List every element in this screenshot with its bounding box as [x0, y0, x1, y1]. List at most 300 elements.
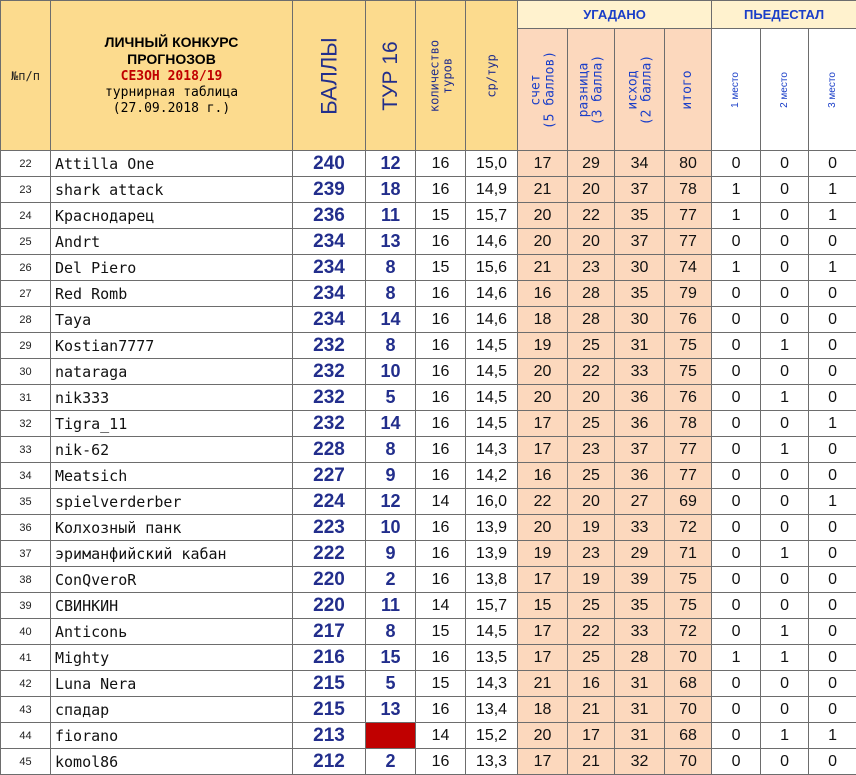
guessed-diff-cell: 29: [568, 151, 615, 177]
place3-cell: 0: [809, 749, 856, 775]
guessed-score-cell: 17: [518, 749, 568, 775]
row-number: 45: [1, 749, 51, 775]
guessed-diff-cell: 28: [568, 281, 615, 307]
place1-cell: 1: [712, 255, 761, 281]
guessed-score-cell: 20: [518, 723, 568, 749]
place3-cell: 1: [809, 203, 856, 229]
guessed-score-cell: 20: [518, 515, 568, 541]
tour-points-cell: 8: [366, 333, 416, 359]
tour-points-cell: 13: [366, 229, 416, 255]
guessed-outcome-cell: 36: [615, 463, 665, 489]
guessed-score-cell: 21: [518, 671, 568, 697]
participant-name: Колхозный панк: [51, 515, 293, 541]
guessed-score-cell: 22: [518, 489, 568, 515]
tour-points-cell: 11: [366, 203, 416, 229]
table-row: [1, 723, 856, 749]
guessed-outcome-cell: 33: [615, 359, 665, 385]
table-row: [1, 593, 856, 619]
header-total-label: итого: [680, 69, 696, 110]
tours-count-cell: 16: [416, 281, 466, 307]
tour-points-cell: 5: [366, 385, 416, 411]
points-cell: 220: [293, 593, 366, 619]
guessed-total-cell: 75: [665, 567, 712, 593]
header-place3: [809, 29, 856, 151]
tours-count-cell: 16: [416, 411, 466, 437]
place1-cell: 0: [712, 437, 761, 463]
guessed-outcome-cell: 28: [615, 645, 665, 671]
header-score-label: счет (5 баллов): [527, 50, 557, 129]
place3-cell: 0: [809, 229, 856, 255]
header-place1-label: 1 место: [729, 71, 741, 108]
header-diff: [568, 29, 615, 151]
place3-cell: 0: [809, 697, 856, 723]
points-cell: 217: [293, 619, 366, 645]
row-number: 44: [1, 723, 51, 749]
header-title-block: [51, 1, 293, 151]
row-number: 26: [1, 255, 51, 281]
guessed-total-cell: 72: [665, 619, 712, 645]
points-cell: 234: [293, 255, 366, 281]
tour-points-cell: 2: [366, 749, 416, 775]
row-number: 34: [1, 463, 51, 489]
tour-points-cell: 13: [366, 697, 416, 723]
header-tour-label: ТУР 16: [378, 40, 402, 111]
avg-per-tour-cell: 14,3: [466, 671, 518, 697]
tour-points-cell: 11: [366, 593, 416, 619]
place2-cell: 0: [761, 463, 809, 489]
avg-per-tour-cell: 14,9: [466, 177, 518, 203]
participant-name: эриманфийский кабан: [51, 541, 293, 567]
tour-points-cell: 8: [366, 437, 416, 463]
guessed-outcome-cell: 33: [615, 619, 665, 645]
row-number: 40: [1, 619, 51, 645]
row-number: 37: [1, 541, 51, 567]
guessed-outcome-cell: 27: [615, 489, 665, 515]
place2-cell: 0: [761, 567, 809, 593]
table-row: [1, 489, 856, 515]
header-points: [293, 1, 366, 151]
guessed-score-cell: 16: [518, 463, 568, 489]
guessed-total-cell: 77: [665, 437, 712, 463]
title-line1: ЛИЧНЫЙ КОНКУРС: [104, 34, 239, 50]
place2-cell: 0: [761, 151, 809, 177]
guessed-total-cell: 69: [665, 489, 712, 515]
table-row: [1, 255, 856, 281]
guessed-outcome-cell: 34: [615, 151, 665, 177]
guessed-total-cell: 72: [665, 515, 712, 541]
guessed-score-cell: 19: [518, 541, 568, 567]
place3-cell: 0: [809, 333, 856, 359]
guessed-total-cell: 70: [665, 749, 712, 775]
guessed-diff-cell: 25: [568, 593, 615, 619]
guessed-outcome-cell: 39: [615, 567, 665, 593]
place2-cell: 0: [761, 229, 809, 255]
place1-cell: 0: [712, 385, 761, 411]
place2-cell: 0: [761, 203, 809, 229]
guessed-total-cell: 75: [665, 593, 712, 619]
place3-cell: 0: [809, 645, 856, 671]
row-number: 25: [1, 229, 51, 255]
participant-name: shark attack: [51, 177, 293, 203]
tours-count-cell: 16: [416, 567, 466, 593]
place1-cell: 0: [712, 697, 761, 723]
header-place3-label: 3 место: [826, 71, 838, 108]
avg-per-tour-cell: 14,5: [466, 359, 518, 385]
tour-points-cell: 2: [366, 567, 416, 593]
tours-count-cell: 16: [416, 177, 466, 203]
avg-per-tour-cell: 15,7: [466, 203, 518, 229]
guessed-outcome-cell: 36: [615, 411, 665, 437]
tour-points-cell: 10: [366, 359, 416, 385]
place2-cell: 0: [761, 359, 809, 385]
table-row: [1, 437, 856, 463]
place2-cell: 0: [761, 411, 809, 437]
header-np: [1, 1, 51, 151]
points-cell: 236: [293, 203, 366, 229]
points-cell: 232: [293, 385, 366, 411]
points-cell: 212: [293, 749, 366, 775]
header-diff-label: разница (3 балла): [576, 54, 605, 125]
tours-count-cell: 16: [416, 151, 466, 177]
place1-cell: 0: [712, 515, 761, 541]
tour-points-cell: 8: [366, 281, 416, 307]
place3-cell: 0: [809, 541, 856, 567]
place2-cell: 0: [761, 307, 809, 333]
place3-cell: 0: [809, 619, 856, 645]
participant-name: Andrt: [51, 229, 293, 255]
guessed-outcome-cell: 31: [615, 333, 665, 359]
row-number: 41: [1, 645, 51, 671]
points-cell: 232: [293, 359, 366, 385]
tour-points-cell: [366, 723, 416, 749]
row-number: 35: [1, 489, 51, 515]
guessed-total-cell: 68: [665, 671, 712, 697]
place3-cell: 0: [809, 437, 856, 463]
place3-cell: 0: [809, 359, 856, 385]
avg-per-tour-cell: 13,4: [466, 697, 518, 723]
guessed-diff-cell: 22: [568, 359, 615, 385]
place3-cell: 0: [809, 515, 856, 541]
guessed-score-cell: 18: [518, 307, 568, 333]
guessed-total-cell: 80: [665, 151, 712, 177]
table-row: [1, 567, 856, 593]
guessed-diff-cell: 16: [568, 671, 615, 697]
header-place2-label: 2 место: [778, 71, 790, 108]
guessed-score-cell: 20: [518, 385, 568, 411]
place3-cell: 0: [809, 567, 856, 593]
table-row: [1, 333, 856, 359]
place1-cell: 0: [712, 541, 761, 567]
points-cell: 215: [293, 697, 366, 723]
guessed-outcome-cell: 36: [615, 385, 665, 411]
place1-cell: 0: [712, 359, 761, 385]
table-date: (27.09.2018 г.): [112, 101, 231, 116]
table-row: [1, 541, 856, 567]
table-row: [1, 619, 856, 645]
place1-cell: 1: [712, 645, 761, 671]
guessed-outcome-cell: 35: [615, 593, 665, 619]
row-number: 43: [1, 697, 51, 723]
row-number: 30: [1, 359, 51, 385]
row-number: 29: [1, 333, 51, 359]
place3-cell: 0: [809, 463, 856, 489]
tours-count-cell: 15: [416, 203, 466, 229]
table-row: [1, 645, 856, 671]
avg-per-tour-cell: 14,5: [466, 411, 518, 437]
participant-name: Kostian7777: [51, 333, 293, 359]
table-row: [1, 671, 856, 697]
place3-cell: 1: [809, 489, 856, 515]
row-number: 42: [1, 671, 51, 697]
tours-count-cell: 16: [416, 359, 466, 385]
points-cell: 228: [293, 437, 366, 463]
guessed-outcome-cell: 35: [615, 281, 665, 307]
header-tours-count-label: количество туров: [426, 39, 454, 112]
guessed-outcome-cell: 33: [615, 515, 665, 541]
points-cell: 222: [293, 541, 366, 567]
guessed-diff-cell: 25: [568, 333, 615, 359]
header-np-label: №п/п: [11, 68, 40, 83]
tours-count-cell: 16: [416, 229, 466, 255]
tour-points-cell: 12: [366, 151, 416, 177]
place2-cell: 1: [761, 723, 809, 749]
avg-per-tour-cell: 14,6: [466, 281, 518, 307]
place2-cell: 0: [761, 255, 809, 281]
guessed-diff-cell: 22: [568, 619, 615, 645]
participant-name: Del Piero: [51, 255, 293, 281]
guessed-score-cell: 17: [518, 411, 568, 437]
guessed-diff-cell: 25: [568, 645, 615, 671]
place2-cell: 0: [761, 489, 809, 515]
points-cell: 232: [293, 333, 366, 359]
place1-cell: 0: [712, 229, 761, 255]
place2-cell: 1: [761, 619, 809, 645]
place1-cell: 1: [712, 203, 761, 229]
participant-name: fiorano: [51, 723, 293, 749]
tour-points-cell: 15: [366, 645, 416, 671]
place1-cell: 0: [712, 333, 761, 359]
tours-count-cell: 16: [416, 541, 466, 567]
place2-cell: 0: [761, 281, 809, 307]
avg-per-tour-cell: 14,6: [466, 307, 518, 333]
participant-name: Luna Nera: [51, 671, 293, 697]
place3-cell: 1: [809, 411, 856, 437]
guessed-diff-cell: 21: [568, 697, 615, 723]
avg-per-tour-cell: 13,5: [466, 645, 518, 671]
place1-cell: 0: [712, 411, 761, 437]
guessed-outcome-cell: 31: [615, 723, 665, 749]
guessed-score-cell: 17: [518, 567, 568, 593]
guessed-outcome-cell: 31: [615, 697, 665, 723]
points-cell: 240: [293, 151, 366, 177]
avg-per-tour-cell: 15,2: [466, 723, 518, 749]
guessed-score-cell: 17: [518, 619, 568, 645]
guessed-total-cell: 78: [665, 177, 712, 203]
participant-name: komol86: [51, 749, 293, 775]
header-outcome-label: исход (2 балла): [624, 54, 654, 125]
tours-count-cell: 15: [416, 619, 466, 645]
avg-per-tour-cell: 16,0: [466, 489, 518, 515]
tour-points-cell: 8: [366, 255, 416, 281]
place3-cell: 0: [809, 385, 856, 411]
place1-cell: 0: [712, 567, 761, 593]
season-label: СЕЗОН 2018/19: [120, 69, 223, 84]
place3-cell: 0: [809, 281, 856, 307]
guessed-score-cell: 21: [518, 255, 568, 281]
place2-cell: 0: [761, 515, 809, 541]
points-cell: 232: [293, 411, 366, 437]
header-outcome: [615, 29, 665, 151]
guessed-diff-cell: 19: [568, 567, 615, 593]
points-cell: 213: [293, 723, 366, 749]
place1-cell: 0: [712, 619, 761, 645]
place1-cell: 0: [712, 307, 761, 333]
table-row: [1, 749, 856, 775]
participant-name: Mighty: [51, 645, 293, 671]
tours-count-cell: 16: [416, 333, 466, 359]
place2-cell: 1: [761, 541, 809, 567]
avg-per-tour-cell: 14,5: [466, 333, 518, 359]
place3-cell: 1: [809, 255, 856, 281]
table-row: [1, 177, 856, 203]
table-row: [1, 463, 856, 489]
place1-cell: 0: [712, 671, 761, 697]
participant-name: nik333: [51, 385, 293, 411]
tours-count-cell: 16: [416, 307, 466, 333]
tours-count-cell: 16: [416, 437, 466, 463]
guessed-score-cell: 16: [518, 281, 568, 307]
guessed-diff-cell: 17: [568, 723, 615, 749]
guessed-diff-cell: 19: [568, 515, 615, 541]
participant-name: Attilla One: [51, 151, 293, 177]
header-total: [665, 29, 712, 151]
guessed-diff-cell: 23: [568, 541, 615, 567]
guessed-outcome-cell: 37: [615, 437, 665, 463]
tour-points-cell: 10: [366, 515, 416, 541]
place1-cell: 0: [712, 281, 761, 307]
points-cell: 234: [293, 281, 366, 307]
guessed-score-cell: 20: [518, 359, 568, 385]
place1-cell: 0: [712, 151, 761, 177]
avg-per-tour-cell: 15,7: [466, 593, 518, 619]
place2-cell: 0: [761, 593, 809, 619]
guessed-total-cell: 77: [665, 203, 712, 229]
tours-count-cell: 16: [416, 645, 466, 671]
row-number: 22: [1, 151, 51, 177]
table-row: [1, 385, 856, 411]
points-cell: 227: [293, 463, 366, 489]
guessed-total-cell: 70: [665, 697, 712, 723]
header-tour: [366, 1, 416, 151]
place1-cell: 0: [712, 749, 761, 775]
place2-cell: 0: [761, 177, 809, 203]
place1-cell: 0: [712, 723, 761, 749]
guessed-outcome-cell: 35: [615, 203, 665, 229]
tour-points-cell: 8: [366, 619, 416, 645]
avg-per-tour-cell: 14,2: [466, 463, 518, 489]
avg-per-tour-cell: 15,6: [466, 255, 518, 281]
guessed-total-cell: 68: [665, 723, 712, 749]
place3-cell: 1: [809, 177, 856, 203]
guessed-diff-cell: 23: [568, 255, 615, 281]
guessed-outcome-cell: 31: [615, 671, 665, 697]
participant-name: Краснодарец: [51, 203, 293, 229]
guessed-total-cell: 75: [665, 359, 712, 385]
tour-points-cell: 14: [366, 307, 416, 333]
avg-per-tour-cell: 13,3: [466, 749, 518, 775]
place2-cell: 1: [761, 645, 809, 671]
guessed-score-cell: 21: [518, 177, 568, 203]
participant-name: ConQveroR: [51, 567, 293, 593]
title-line2: ПРОГНОЗОВ: [127, 51, 216, 67]
points-cell: 220: [293, 567, 366, 593]
tours-count-cell: 16: [416, 385, 466, 411]
header-score: [518, 29, 568, 151]
tours-count-cell: 15: [416, 671, 466, 697]
guessed-score-cell: 15: [518, 593, 568, 619]
table-row: [1, 151, 856, 177]
guessed-diff-cell: 21: [568, 749, 615, 775]
avg-per-tour-cell: 13,8: [466, 567, 518, 593]
place1-cell: 0: [712, 593, 761, 619]
row-number: 32: [1, 411, 51, 437]
tour-points-cell: 9: [366, 541, 416, 567]
row-number: 23: [1, 177, 51, 203]
guessed-outcome-cell: 30: [615, 255, 665, 281]
header-avg-label: ср/тур: [484, 53, 499, 98]
place2-cell: 0: [761, 697, 809, 723]
avg-per-tour-cell: 13,9: [466, 541, 518, 567]
avg-per-tour-cell: 15,0: [466, 151, 518, 177]
participant-name: Meatsich: [51, 463, 293, 489]
guessed-diff-cell: 20: [568, 177, 615, 203]
place2-cell: 1: [761, 385, 809, 411]
points-cell: 224: [293, 489, 366, 515]
points-cell: 215: [293, 671, 366, 697]
table-row: [1, 697, 856, 723]
tour-points-cell: 18: [366, 177, 416, 203]
guessed-total-cell: 71: [665, 541, 712, 567]
header-points-label: БАЛЛЫ: [316, 36, 342, 115]
points-cell: 223: [293, 515, 366, 541]
guessed-score-cell: 19: [518, 333, 568, 359]
table-row: [1, 359, 856, 385]
tours-count-cell: 16: [416, 697, 466, 723]
guessed-diff-cell: 25: [568, 411, 615, 437]
place1-cell: 1: [712, 177, 761, 203]
guessed-total-cell: 70: [665, 645, 712, 671]
place1-cell: 0: [712, 463, 761, 489]
guessed-total-cell: 77: [665, 463, 712, 489]
guessed-total-cell: 78: [665, 411, 712, 437]
guessed-total-cell: 76: [665, 385, 712, 411]
row-number: 38: [1, 567, 51, 593]
participant-name: nik-62: [51, 437, 293, 463]
guessed-total-cell: 77: [665, 229, 712, 255]
participant-name: Anticonь: [51, 619, 293, 645]
avg-per-tour-cell: 14,5: [466, 619, 518, 645]
place1-cell: 0: [712, 489, 761, 515]
tour-points-cell: 5: [366, 671, 416, 697]
place2-cell: 1: [761, 437, 809, 463]
guessed-diff-cell: 22: [568, 203, 615, 229]
guessed-total-cell: 76: [665, 307, 712, 333]
guessed-diff-cell: 25: [568, 463, 615, 489]
tours-count-cell: 16: [416, 515, 466, 541]
guessed-total-cell: 74: [665, 255, 712, 281]
place3-cell: 0: [809, 307, 856, 333]
row-number: 31: [1, 385, 51, 411]
